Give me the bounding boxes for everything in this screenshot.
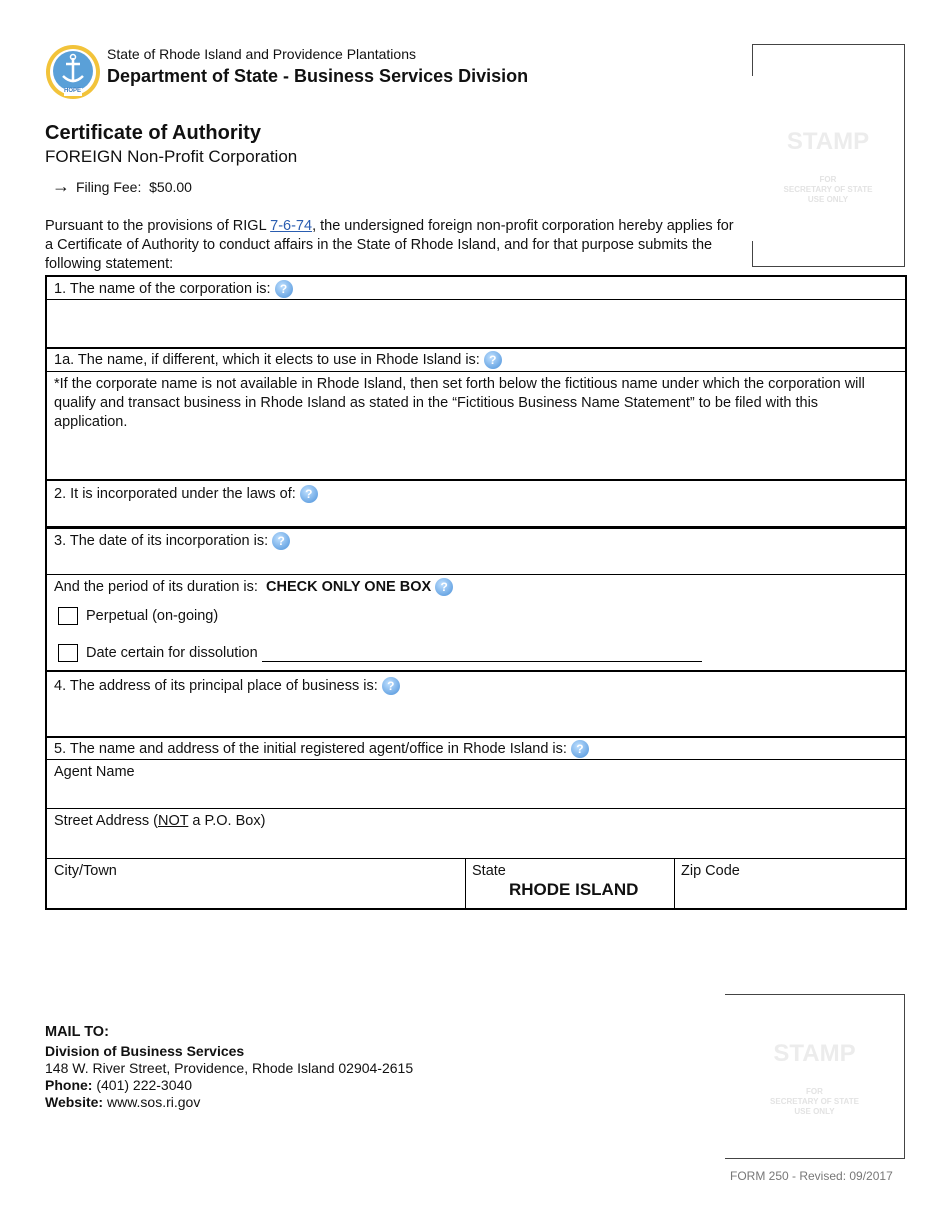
perpetual-checkbox[interactable] (58, 607, 78, 625)
stamp-note-3: USE ONLY (807, 195, 849, 204)
mail-website: Website: www.sos.ri.gov (45, 1094, 201, 1110)
department-name: Department of State - Business Services Division (107, 66, 529, 86)
q1-label: 1. The name of the corporation is: ? (54, 280, 293, 298)
fee-label: Filing Fee: (76, 179, 142, 195)
city-label: City/Town (54, 863, 117, 879)
q3-label: 3. The date of its incorporation is: ? (54, 532, 290, 550)
stamp-note-1: FOR (806, 1087, 823, 1096)
seal-motto: HOPE (64, 88, 82, 94)
stamp-note-2: SECRETARY OF STATE (770, 1097, 859, 1106)
zip-input[interactable] (677, 881, 902, 906)
stamp-box-bottom (725, 994, 905, 1159)
intro-paragraph: Pursuant to the provisions of RIGL 7-6-74, the undersigned foreign non-profit corporation hereby applies for a Certificate of Authority to conduct affairs in the State of Rhode Island, and for that purpose submits the following statement: (45, 218, 734, 272)
corporation-name-input[interactable] (47, 300, 905, 347)
mail-heading: MAIL TO: (45, 1024, 109, 1040)
form-title: Certificate of Authority (45, 122, 261, 144)
application-form (45, 275, 907, 910)
help-icon[interactable]: ? (382, 677, 400, 695)
street-address-input[interactable] (47, 831, 905, 857)
help-icon[interactable]: ? (272, 532, 290, 550)
form-subtitle: FOREIGN Non-Profit Corporation (45, 147, 298, 166)
fictitious-name-input[interactable] (47, 432, 905, 479)
city-input[interactable] (47, 881, 457, 906)
zip-label: Zip Code (681, 863, 740, 879)
q5-label: 5. The name and address of the initial registered agent/office in Rhode Island is: ? (54, 740, 589, 758)
mail-division: Division of Business Services (45, 1043, 245, 1059)
mail-address: 148 W. River Street, Providence, Rhode Island 02904-2615 (45, 1060, 414, 1076)
duration-label: And the period of its duration is: CHECK ONLY ONE BOX ? (54, 578, 453, 596)
help-icon[interactable]: ? (484, 351, 502, 369)
fee-amount: $50.00 (149, 179, 192, 195)
incorporation-date-input[interactable] (47, 552, 905, 574)
option-perpetual: Perpetual (on-going) (58, 607, 218, 625)
q2-label: 2. It is incorporated under the laws of: ? (54, 485, 318, 503)
mail-phone: Phone: (401) 222-3040 (45, 1077, 193, 1093)
state-label: State (472, 863, 506, 879)
agent-name-label: Agent Name (54, 764, 135, 780)
help-icon[interactable]: ? (571, 740, 589, 758)
jurisdiction-input[interactable] (47, 505, 905, 525)
form-number: FORM 250 - Revised: 09/2017 (730, 1169, 893, 1183)
stamp-note-3: USE ONLY (794, 1107, 835, 1116)
state-name: State of Rhode Island and Providence Plantations (107, 46, 416, 62)
help-icon[interactable]: ? (300, 485, 318, 503)
q1a-label: 1a. The name, if different, which it elects to use in Rhode Island is: ? (54, 351, 502, 369)
date-certain-checkbox[interactable] (58, 644, 78, 662)
mail-to-block (45, 1024, 413, 1111)
filing-fee (52, 176, 192, 197)
arrow-right-icon: → (52, 176, 70, 196)
principal-address-input[interactable] (47, 697, 905, 735)
q4-label: 4. The address of its principal place of business is: ? (54, 677, 400, 695)
state-value: RHODE ISLAND (509, 880, 639, 899)
dissolution-date-input[interactable] (262, 647, 702, 662)
stamp-note-1: FOR (819, 175, 837, 184)
stamp-label: STAMP (786, 128, 870, 155)
option-date-certain: Date certain for dissolution (58, 644, 702, 662)
stamp-label: STAMP (773, 1040, 856, 1067)
stamp-note-2: SECRETARY OF STATE (783, 185, 873, 194)
help-icon[interactable]: ? (275, 280, 293, 298)
street-address-label: Street Address (NOT a P.O. Box) (54, 813, 266, 829)
rigl-link[interactable]: 7-6-74 (270, 218, 313, 234)
stamp-box-top (752, 44, 905, 267)
agent-name-input[interactable] (47, 782, 905, 807)
help-icon[interactable]: ? (435, 578, 453, 596)
fictitious-name-note: *If the corporate name is not available in Rhode Island, then set forth below the fictitious name under which the corporation will qualify and transact business in Rhode Island as stated in the “Fictitious Business Name Statement” to be filed with this application. (54, 376, 865, 430)
